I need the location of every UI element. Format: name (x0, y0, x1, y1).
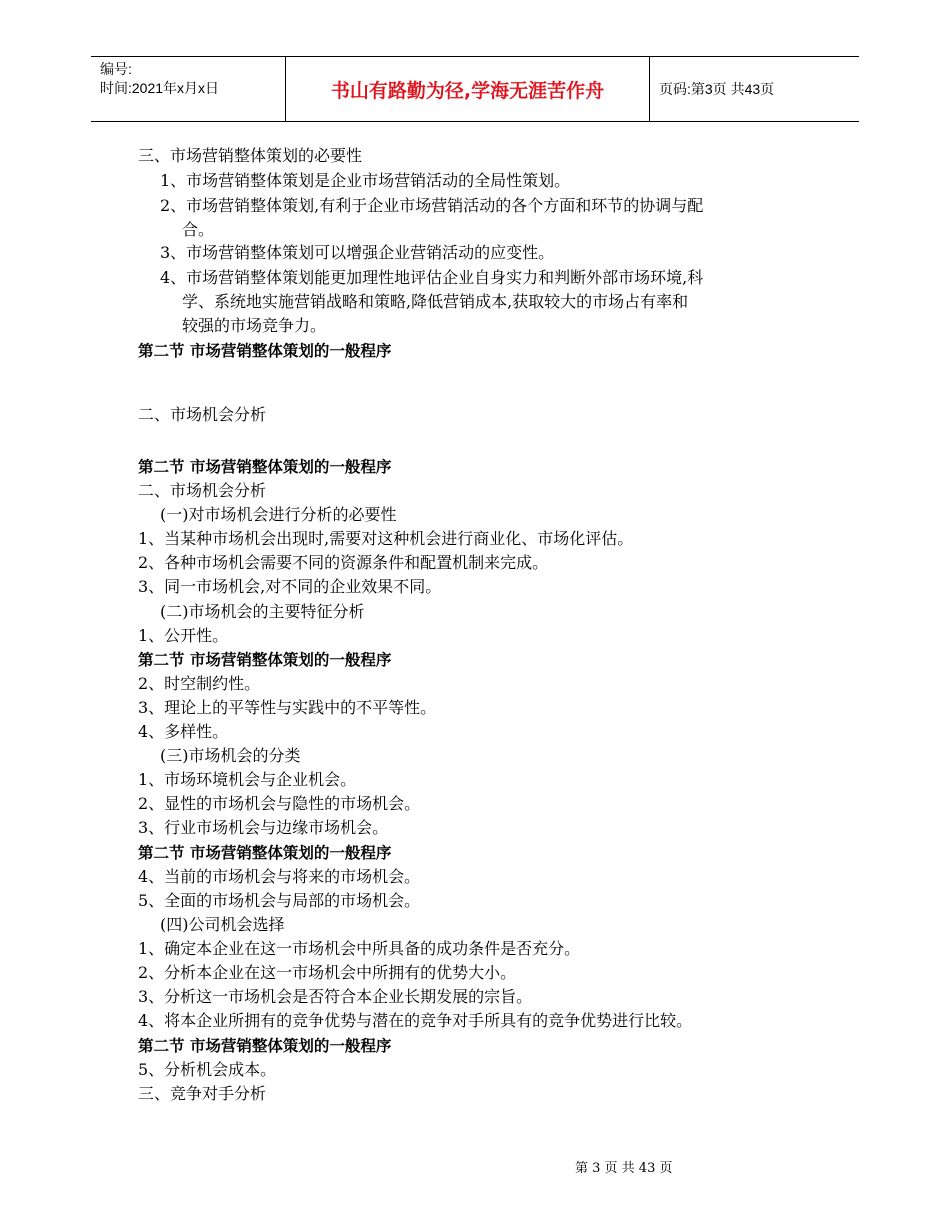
list-item: 3、市场营销整体策划可以增强企业营销活动的应变性。 (160, 243, 555, 262)
list-item: 3、理论上的平等性与实践中的不平等性。 (138, 698, 437, 717)
list-item-continuation: 学、系统地实施营销战略和策略,降低营销成本,获取较大的市场占有率和 (182, 292, 689, 311)
section-heading: 二、市场机会分析 (138, 481, 267, 500)
list-item: 2、时空制约性。 (138, 674, 261, 693)
serial-number-label: 编号: (100, 61, 132, 77)
list-item: 1、公开性。 (138, 626, 229, 645)
section-heading: 三、竞争对手分析 (138, 1084, 267, 1103)
subsection-heading: (一)对市场机会进行分析的必要性 (160, 505, 397, 524)
list-item-continuation: 较强的市场竞争力。 (182, 316, 327, 335)
list-item: 5、分析机会成本。 (138, 1060, 277, 1079)
subsection-heading: (三)市场机会的分类 (160, 746, 301, 765)
header-info-cell (91, 57, 286, 121)
chapter-heading: 第二节 市场营销整体策划的一般程序 (138, 651, 392, 669)
list-item: 1、当某种市场机会出现时,需要对这种机会进行商业化、市场化评估。 (138, 529, 634, 548)
header-page-number: 页码:第3页 共43页 (659, 81, 775, 97)
section-heading: 三、市场营销整体策划的必要性 (138, 146, 363, 165)
chapter-heading: 第二节 市场营销整体策划的一般程序 (138, 844, 392, 862)
list-item: 3、同一市场机会,对不同的企业效果不同。 (138, 577, 442, 596)
list-item: 4、当前的市场机会与将来的市场机会。 (138, 867, 421, 886)
subsection-heading: (四)公司机会选择 (160, 915, 285, 934)
list-item: 4、多样性。 (138, 722, 229, 741)
page-footer: 第 3 页 共 43 页 (575, 1161, 673, 1176)
section-heading: 二、市场机会分析 (138, 405, 267, 424)
list-item: 5、全面的市场机会与局部的市场机会。 (138, 891, 421, 910)
list-item: 1、市场环境机会与企业机会。 (138, 770, 357, 789)
list-item: 3、分析这一市场机会是否符合本企业长期发展的宗旨。 (138, 987, 533, 1006)
header-motto: 书山有路勤为径,学海无涯苦作舟 (286, 57, 650, 121)
list-item-continuation: 合。 (182, 220, 215, 239)
chapter-heading: 第二节 市场营销整体策划的一般程序 (138, 342, 392, 360)
list-item: 2、显性的市场机会与隐性的市场机会。 (138, 794, 421, 813)
list-item: 1、确定本企业在这一市场机会中所具备的成功条件是否充分。 (138, 939, 581, 958)
subsection-heading: (二)市场机会的主要特征分析 (160, 602, 365, 621)
time-label: 时间:2021年x月x日 (100, 80, 220, 96)
list-item: 3、行业市场机会与边缘市场机会。 (138, 818, 389, 837)
list-item: 2、分析本企业在这一市场机会中所拥有的优势大小。 (138, 963, 517, 982)
chapter-heading: 第二节 市场营销整体策划的一般程序 (138, 1037, 392, 1055)
list-item: 4、将本企业所拥有的竞争优势与潜在的竞争对手所具有的竞争优势进行比较。 (138, 1011, 693, 1030)
list-item: 2、各种市场机会需要不同的资源条件和配置机制来完成。 (138, 553, 549, 572)
list-item: 1、市场营销整体策划是企业市场营销活动的全局性策划。 (160, 171, 571, 190)
list-item: 2、市场营销整体策划,有利于企业市场营销活动的各个方面和环节的协调与配 (160, 196, 704, 215)
chapter-heading: 第二节 市场营销整体策划的一般程序 (138, 458, 392, 476)
page-header (91, 56, 859, 122)
list-item: 4、市场营销整体策划能更加理性地评估企业自身实力和判断外部市场环境,科 (160, 268, 704, 287)
